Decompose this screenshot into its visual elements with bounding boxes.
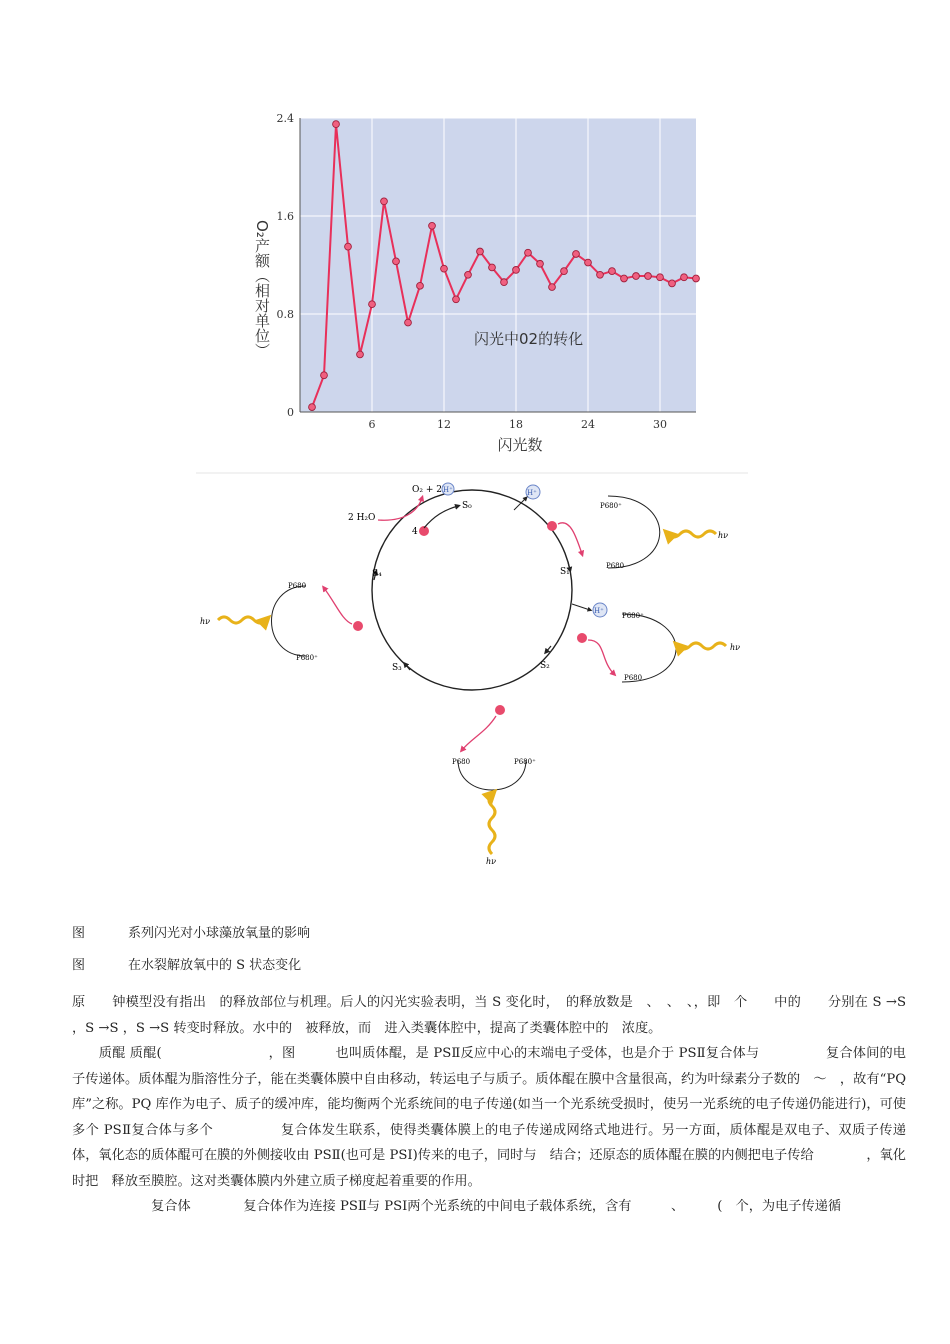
- bottom-light-wave: [489, 794, 495, 854]
- data-point: [477, 248, 484, 255]
- data-point: [417, 282, 424, 289]
- h-plus-right-top-label: H⁺: [527, 489, 537, 497]
- data-point: [345, 243, 352, 250]
- y-axis-label: O₂产额（相对单位）: [253, 220, 271, 358]
- s0-label: S₀: [462, 501, 472, 511]
- y-tick-label: 2.4: [276, 112, 294, 125]
- oxygen-label: O₂ + 2: [412, 485, 442, 495]
- data-point: [381, 198, 388, 205]
- mid-right-light-wave: [678, 643, 726, 649]
- caption-2-fig: 图: [72, 958, 86, 973]
- data-point: [513, 267, 520, 274]
- y-tick-label: 0: [287, 406, 294, 419]
- chart-annotation: 闪光中02的转化: [474, 330, 584, 348]
- x-axis-label: 闪光数: [497, 436, 543, 454]
- cycle-svg: [196, 470, 748, 868]
- data-point: [525, 249, 532, 256]
- plot-background: [300, 118, 696, 412]
- data-point: [693, 275, 700, 282]
- upper-right-electron-arrow: [558, 523, 582, 554]
- data-point: [549, 284, 556, 291]
- electron-upper-right-icon: [547, 521, 557, 531]
- electrons-count: 4: [412, 527, 418, 537]
- x-tick-labels: [369, 418, 668, 431]
- y-tick-label: 1.6: [276, 210, 294, 223]
- data-point: [633, 273, 640, 280]
- s-cycle-ring: [372, 490, 572, 690]
- mid-right-electron-arrow: [588, 640, 614, 674]
- data-point: [657, 274, 664, 281]
- caption-2-text: 在水裂解放氧中的 S 状态变化: [128, 958, 302, 973]
- electron-mid-right-icon: [577, 633, 587, 643]
- left-light-label: hν: [200, 617, 211, 626]
- water-label: 2 H₂O: [348, 513, 376, 523]
- caption-2: [72, 950, 310, 982]
- data-point: [537, 260, 544, 267]
- left-p680-plus: P680⁺: [296, 654, 318, 662]
- left-light-wave: [218, 617, 266, 623]
- data-point: [465, 271, 472, 278]
- figure-captions: [72, 918, 310, 982]
- paragraph-1: 原 钟模型没有指出 的释放部位与机理。后人的闪光实验表明，当 S 变化时， 的释放数是 、 、 、，即 个 中的 分别在 S →S ，S →S ，S →S 转变时释放。水中的 被释放，而 进入类囊体腔中，提高了类囊体腔中的 浓度。: [72, 995, 906, 1036]
- upper-right-p680: P680: [606, 562, 625, 570]
- caption-1-fig: 图: [72, 926, 86, 941]
- s1-label: S₁: [560, 567, 570, 577]
- data-point: [501, 279, 508, 286]
- y-axis-label-group: [253, 220, 271, 358]
- paragraph-3: 复合体 复合体作为连接 PSⅡ与 PSⅠ两个光系统的中间电子载体系统，含有 、 ( 个，为电子传递循: [72, 1199, 842, 1214]
- y-tick-label: 0.8: [276, 308, 294, 321]
- o2-flash-chart: [252, 112, 702, 458]
- mid-right-light-label: hν: [730, 643, 741, 652]
- data-point: [333, 121, 340, 128]
- data-point: [597, 271, 604, 278]
- paragraph-2: 质醌 质醌( ，图 也叫质体醌，是 PSⅡ反应中心的末端电子受体，也是介于 PSⅡ复合体与 复合体间的电子传递体。质体醌为脂溶性分子，能在类囊体膜中自由移动，转运电子与质子。质体醌在膜中含量很高，约为叶绿素分子数的 ～ ，故有“PQ 库”之称。PQ 库作为电子、质子的缓冲库，能均衡两个光系统间的电子传递(如当一个光系统受损时，使另一光系统的电子传递仍能进行)，可使多个 PSⅡ复合体与多个 复合体发生联系，使得类囊体膜上的电子传递成网络式地进行。另一方面，质体醌是双电子、双质子传递体，氧化态的质体醌可在膜的外侧接收由 PSⅡ(也可是 PSⅠ)传来的电子，同时与 结合；还原态的质体醌在膜的内侧把电子传给 ，氧化时把 释放至膜腔。这对类囊体膜内外建立质子梯度起着重要的作用。: [72, 1046, 906, 1189]
- data-point: [489, 264, 496, 271]
- upper-right-light-wave: [668, 531, 716, 537]
- bottom-p680-plus: P680⁺: [514, 758, 536, 766]
- x-tick-label: 12: [437, 418, 451, 431]
- data-point: [681, 274, 688, 281]
- h-plus-top-label: H⁺: [443, 486, 453, 494]
- upper-right-light-label: hν: [718, 531, 729, 540]
- data-point: [441, 265, 448, 272]
- h-plus-right-mid-arrow: [572, 604, 590, 610]
- data-point: [621, 275, 628, 282]
- chart-svg: [252, 112, 702, 458]
- bottom-light-label: hν: [486, 857, 497, 866]
- x-tick-label: 6: [368, 418, 376, 431]
- electron-left-icon: [353, 621, 363, 631]
- data-point: [357, 351, 364, 358]
- data-point: [429, 222, 436, 229]
- data-point: [369, 301, 376, 308]
- data-point: [405, 319, 412, 326]
- data-point: [393, 258, 400, 265]
- s-state-cycle-diagram: [196, 470, 748, 868]
- data-point: [585, 259, 592, 266]
- mid-right-p680: P680: [624, 674, 643, 682]
- mid-right-p680-loop: [622, 614, 676, 682]
- h-plus-right-mid-label: H⁺: [594, 607, 604, 615]
- x-tick-label: 24: [581, 418, 595, 431]
- y-tick-labels: [277, 112, 295, 419]
- data-point: [453, 296, 460, 303]
- s4-label: S₄: [372, 569, 382, 579]
- data-point: [645, 273, 652, 280]
- upper-right-p680-plus: P680⁺: [600, 502, 622, 510]
- data-point: [321, 372, 328, 379]
- data-point: [609, 268, 616, 275]
- electron-bottom-icon: [495, 705, 505, 715]
- left-electron-arrow: [324, 588, 352, 624]
- mid-right-p680-plus: P680⁺: [622, 612, 644, 620]
- water-arrow: [378, 498, 422, 520]
- bottom-p680: P680: [452, 758, 471, 766]
- left-p680: P680: [288, 582, 307, 590]
- s4-to-s0-arrow: [424, 506, 458, 528]
- s2-label: S₂: [540, 661, 550, 671]
- data-point: [573, 251, 580, 258]
- s3-label: S₃: [392, 663, 402, 673]
- caption-1-text: 系列闪光对小球藻放氧量的影响: [128, 926, 311, 941]
- data-point: [309, 404, 316, 411]
- x-tick-label: 18: [509, 418, 523, 431]
- x-tick-label: 30: [653, 418, 667, 431]
- body-text: [72, 990, 906, 1220]
- cycle-arrow-s2: [546, 646, 551, 652]
- bottom-electron-arrow: [462, 716, 496, 750]
- data-point: [561, 268, 568, 275]
- left-p680-loop: [272, 586, 307, 656]
- data-point: [669, 280, 676, 287]
- caption-1: [72, 918, 310, 950]
